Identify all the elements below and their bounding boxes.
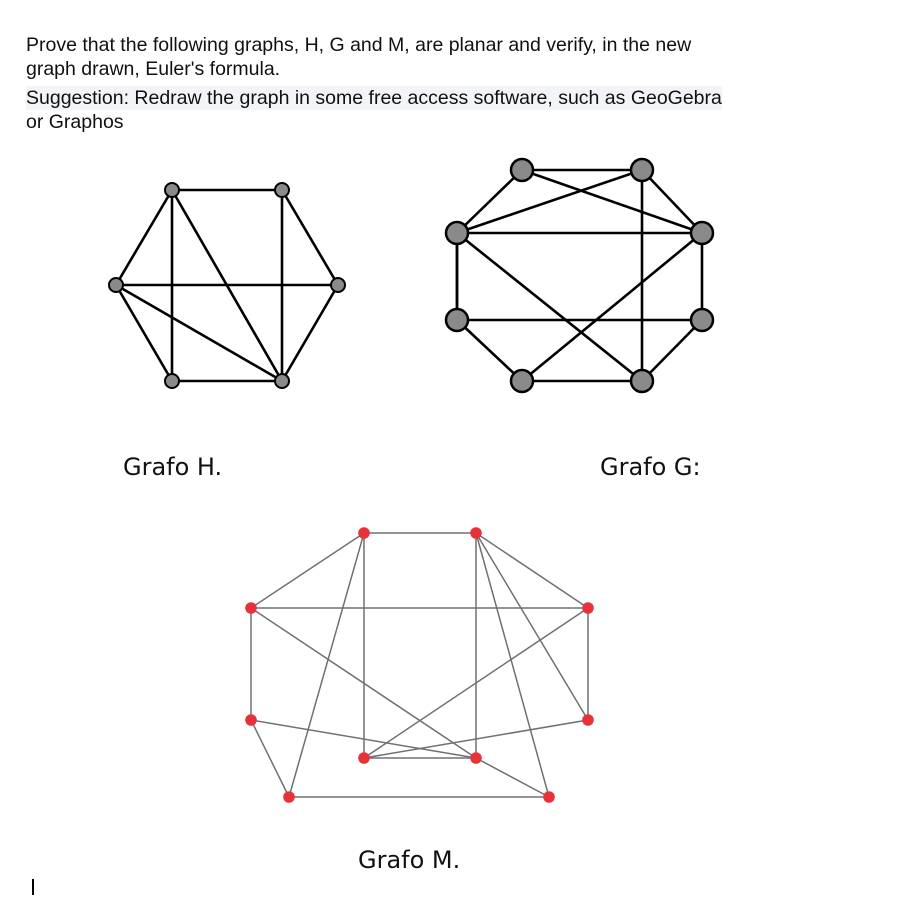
graph-h-edge-2-3 — [282, 285, 338, 381]
graph-m-edge-1-3 — [476, 533, 588, 608]
caption-graph-h: Grafo H. — [123, 453, 223, 481]
graph-m — [245, 527, 594, 803]
graph-m-vertex-5 — [245, 714, 257, 726]
graph-g-edge-7-0 — [457, 170, 522, 233]
graph-m-vertex-4 — [582, 714, 594, 726]
graph-h-edge-5-0 — [116, 190, 172, 285]
graph-h-vertex-1 — [275, 183, 289, 197]
problem-line-1: Prove that the following graphs, H, G and M, are planar and verify, in the new — [26, 34, 692, 56]
graph-h-vertex-4 — [165, 374, 179, 388]
graph-m-vertex-9 — [543, 791, 555, 803]
graph-g-vertex-1 — [631, 159, 653, 181]
graph-h-vertex-5 — [109, 278, 123, 292]
graph-m-vertex-7 — [470, 752, 482, 764]
graph-m-vertex-2 — [245, 602, 257, 614]
caption-graph-g: Grafo G: — [600, 453, 701, 481]
graph-h-vertex-0 — [165, 183, 179, 197]
text-cursor — [32, 879, 34, 895]
graph-g-vertex-6 — [446, 309, 468, 331]
graph-m-vertex-1 — [470, 527, 482, 539]
problem-line-4: or Graphos — [26, 111, 124, 133]
graph-m-edge-0-2 — [251, 533, 364, 608]
graph-g-edge-5-6 — [457, 320, 522, 381]
graph-g-edge-3-4 — [642, 320, 702, 381]
graph-m-edge-7-9 — [476, 758, 549, 797]
caption-graph-m: Grafo M. — [358, 846, 461, 874]
graph-m-vertex-8 — [283, 791, 295, 803]
problem-line-3: Suggestion: Redraw the graph in some free access software, such as GeoGebra — [26, 87, 722, 109]
graph-h-vertex-3 — [275, 374, 289, 388]
graph-m-vertex-3 — [582, 602, 594, 614]
graph-m-edge-1-9 — [476, 533, 549, 797]
graph-m-edge-1-4 — [476, 533, 588, 720]
graph-h-edge-4-5 — [116, 285, 172, 381]
graph-h-vertex-2 — [331, 278, 345, 292]
graph-g-vertex-0 — [511, 159, 533, 181]
graph-m-edge-0-8 — [289, 533, 364, 797]
graph-m-vertex-0 — [358, 527, 370, 539]
graph-h — [109, 183, 345, 388]
graph-m-edge-5-8 — [251, 720, 289, 797]
graph-g — [446, 159, 713, 392]
graph-g-vertex-5 — [511, 370, 533, 392]
graph-g-vertex-3 — [691, 309, 713, 331]
graph-g-vertex-4 — [631, 370, 653, 392]
problem-line-2: graph drawn, Euler's formula. — [26, 58, 281, 80]
graph-m-vertex-6 — [358, 752, 370, 764]
graph-h-edge-1-2 — [282, 190, 338, 285]
graph-h-edge-5-3 — [116, 285, 282, 381]
graph-g-vertex-7 — [446, 222, 468, 244]
graph-g-vertex-2 — [691, 222, 713, 244]
